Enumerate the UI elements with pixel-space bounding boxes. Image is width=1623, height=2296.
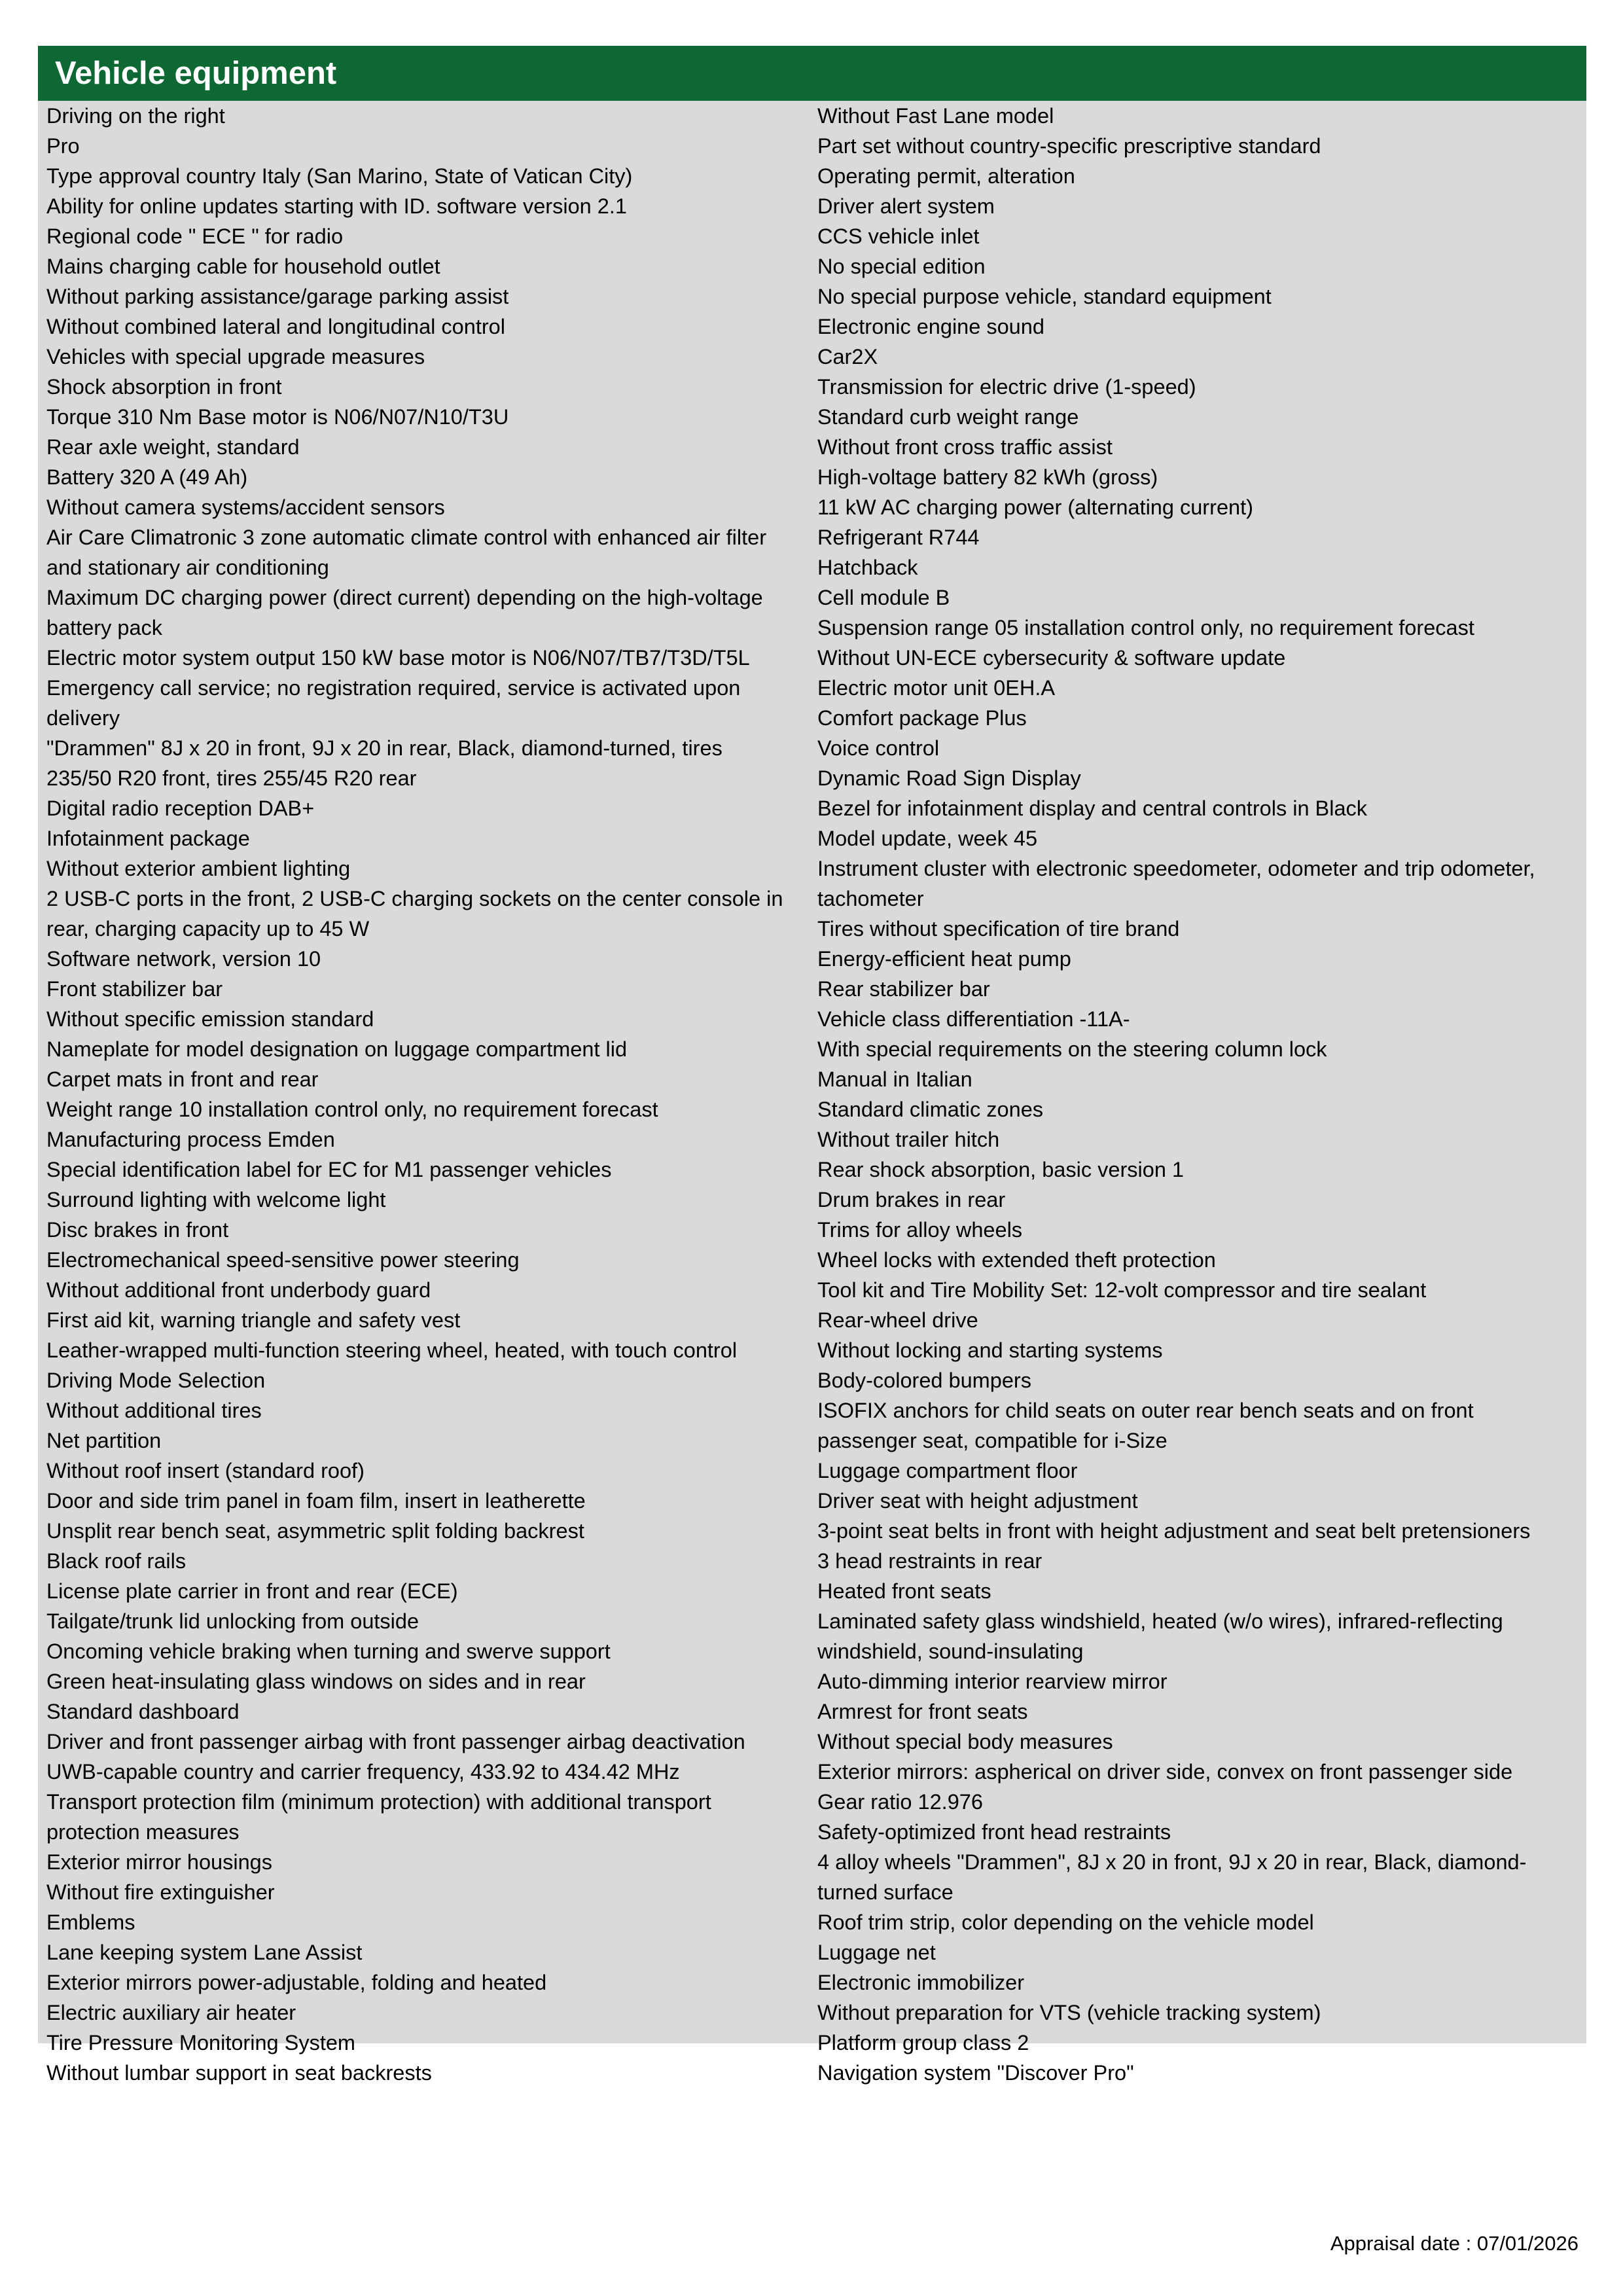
equipment-item: Without fire extinguisher — [46, 1880, 275, 1904]
equipment-item: License plate carrier in front and rear (ECE) — [46, 1579, 458, 1603]
equipment-item: Ability for online updates starting with ID. software version 2.1 — [46, 194, 627, 218]
equipment-item: "Drammen" 8J x 20 in front, 9J x 20 in rear, Black, diamond-turned, tires 235/50 R20 front, tires 255/45 R20 rear — [46, 736, 722, 790]
equipment-item: Electromechanical speed-sensitive power steering — [46, 1248, 520, 1272]
equipment-item: Type approval country Italy (San Marino, State of Vatican City) — [46, 164, 633, 188]
equipment-item: Voice control — [817, 736, 940, 760]
equipment-item: Exterior mirror housings — [46, 1850, 272, 1874]
equipment-item: Trims for alloy wheels — [817, 1218, 1023, 1242]
equipment-item: Manual in Italian — [817, 1067, 972, 1091]
equipment-item: Suspension range 05 installation control only, no requirement forecast — [817, 616, 1474, 639]
equipment-item: Green heat-insulating glass windows on sides and in rear — [46, 1670, 586, 1693]
equipment-item: Exterior mirrors power-adjustable, folding and heated — [46, 1971, 547, 1994]
equipment-item: Rear shock absorption, basic version 1 — [817, 1158, 1185, 1181]
equipment-item: First aid kit, warning triangle and safety vest — [46, 1308, 461, 1332]
equipment-item: Door and side trim panel in foam film, insert in leatherette — [46, 1489, 586, 1513]
equipment-item: Drum brakes in rear — [817, 1188, 1006, 1211]
equipment-item: Disc brakes in front — [46, 1218, 229, 1242]
equipment-item: Part set without country-specific prescriptive standard — [817, 134, 1321, 158]
equipment-item: 2 USB-C ports in the front, 2 USB-C charging sockets on the center console in rear, charging capacity up to 45 W — [46, 887, 783, 941]
equipment-item: Hatchback — [817, 556, 918, 579]
equipment-list — [38, 101, 1586, 2085]
equipment-item: Laminated safety glass windshield, heated (w/o wires), infrared-reflecting windshield, sound-insulating — [817, 1609, 1503, 1663]
equipment-item: Black roof rails — [46, 1549, 187, 1573]
equipment-column-left — [38, 101, 812, 2085]
equipment-item: 11 kW AC charging power (alternating current) — [817, 495, 1253, 519]
equipment-item: Dynamic Road Sign Display — [817, 766, 1081, 790]
equipment-item: Without preparation for VTS (vehicle tracking system) — [817, 2001, 1321, 2024]
equipment-item: Emblems — [46, 1910, 135, 1934]
equipment-item: Without parking assistance/garage parking assist — [46, 285, 509, 308]
equipment-item: Leather-wrapped multi-function steering wheel, heated, with touch control — [46, 1338, 738, 1362]
equipment-item: Tire Pressure Monitoring System — [46, 2031, 355, 2054]
equipment-item: Without additional tires — [46, 1399, 262, 1422]
equipment-item: Without UN-ECE cybersecurity & software update — [817, 646, 1286, 670]
equipment-item: Oncoming vehicle braking when turning and swerve support — [46, 1640, 611, 1663]
equipment-item: Body-colored bumpers — [817, 1369, 1031, 1392]
equipment-item: Mains charging cable for household outlet — [46, 255, 440, 278]
equipment-item: 3-point seat belts in front with height adjustment and seat belt pretensioners — [817, 1519, 1531, 1543]
equipment-item: Without additional front underbody guard — [46, 1278, 431, 1302]
equipment-item: Tool kit and Tire Mobility Set: 12-volt compressor and tire sealant — [817, 1278, 1427, 1302]
equipment-item: Electronic immobilizer — [817, 1971, 1025, 1994]
equipment-item: Rear stabilizer bar — [817, 977, 990, 1001]
equipment-item: Luggage net — [817, 1941, 936, 1964]
equipment-item: Auto-dimming interior rearview mirror — [817, 1670, 1168, 1693]
equipment-item: Electronic engine sound — [817, 315, 1044, 338]
equipment-item: Bezel for infotainment display and central controls in Black — [817, 797, 1368, 820]
equipment-item: Cell module B — [817, 586, 950, 609]
equipment-item: Manufacturing process Emden — [46, 1128, 335, 1151]
equipment-item: Without special body measures — [817, 1730, 1113, 1753]
equipment-item: Energy-efficient heat pump — [817, 947, 1071, 971]
equipment-item: Standard curb weight range — [817, 405, 1079, 429]
equipment-item: Electric motor system output 150 kW base motor is N06/N07/TB7/T3D/T5L — [46, 646, 750, 670]
equipment-item: Wheel locks with extended theft protection — [817, 1248, 1216, 1272]
equipment-item: No special edition — [817, 255, 986, 278]
equipment-item: Platform group class 2 — [817, 2031, 1029, 2054]
equipment-item: Regional code " ECE " for radio — [46, 224, 344, 248]
equipment-item: High-voltage battery 82 kWh (gross) — [817, 465, 1158, 489]
equipment-item: Without lumbar support in seat backrests — [46, 2061, 432, 2085]
equipment-item: Without trailer hitch — [817, 1128, 1000, 1151]
equipment-item: Weight range 10 installation control only, no requirement forecast — [46, 1098, 658, 1121]
equipment-item: Unsplit rear bench seat, asymmetric split folding backrest — [46, 1519, 584, 1543]
section-title: Vehicle equipment — [38, 46, 1586, 101]
appraisal-date: Appraisal date : 07/01/2026 — [1330, 2232, 1578, 2255]
equipment-item: Gear ratio 12.976 — [817, 1790, 983, 1814]
equipment-item: Armrest for front seats — [817, 1700, 1028, 1723]
equipment-item: Air Care Climatronic 3 zone automatic climate control with enhanced air filter and stationary air conditioning — [46, 526, 767, 579]
equipment-item: Shock absorption in front — [46, 375, 282, 399]
equipment-item: Roof trim strip, color depending on the vehicle model — [817, 1910, 1314, 1934]
equipment-item: Software network, version 10 — [46, 947, 321, 971]
equipment-item: Driving Mode Selection — [46, 1369, 266, 1392]
equipment-item: Tires without specification of tire brand — [817, 917, 1180, 941]
equipment-item: Lane keeping system Lane Assist — [46, 1941, 363, 1964]
equipment-item: Driver alert system — [817, 194, 995, 218]
equipment-item: Nameplate for model designation on luggage compartment lid — [46, 1037, 628, 1061]
equipment-column-right — [812, 101, 1586, 2085]
equipment-item: Battery 320 A (49 Ah) — [46, 465, 248, 489]
equipment-item: Electric auxiliary air heater — [46, 2001, 296, 2024]
equipment-item: Maximum DC charging power (direct current) depending on the high-voltage battery pack — [46, 586, 763, 639]
equipment-item: Electric motor unit 0EH.A — [817, 676, 1056, 700]
equipment-item: No special purpose vehicle, standard equipment — [817, 285, 1272, 308]
equipment-item: Torque 310 Nm Base motor is N06/N07/N10/T3U — [46, 405, 509, 429]
equipment-item: Without exterior ambient lighting — [46, 857, 351, 880]
equipment-item: Refrigerant R744 — [817, 526, 980, 549]
equipment-item: Standard climatic zones — [817, 1098, 1044, 1121]
equipment-item: Driver and front passenger airbag with front passenger airbag deactivation — [46, 1730, 745, 1753]
equipment-item: UWB-capable country and carrier frequency, 433.92 to 434.42 MHz — [46, 1760, 680, 1784]
equipment-item: Without roof insert (standard roof) — [46, 1459, 365, 1482]
equipment-item: Transmission for electric drive (1-speed) — [817, 375, 1196, 399]
equipment-item: Safety-optimized front head restraints — [817, 1820, 1171, 1844]
equipment-item: Emergency call service; no registration required, service is activated upon delivery — [46, 676, 741, 730]
equipment-item: Front stabilizer bar — [46, 977, 223, 1001]
equipment-item: Without Fast Lane model — [817, 104, 1054, 128]
equipment-item: Instrument cluster with electronic speedometer, odometer and trip odometer, tachometer — [817, 857, 1535, 910]
equipment-item: 3 head restraints in rear — [817, 1549, 1043, 1573]
equipment-item: CCS vehicle inlet — [817, 224, 980, 248]
equipment-item: Standard dashboard — [46, 1700, 240, 1723]
equipment-item: Transport protection film (minimum protection) with additional transport protection measures — [46, 1790, 711, 1844]
equipment-item: 4 alloy wheels "Drammen", 8J x 20 in front, 9J x 20 in rear, Black, diamond- turned surface — [817, 1850, 1527, 1904]
equipment-item: Net partition — [46, 1429, 162, 1452]
equipment-item: Tailgate/trunk lid unlocking from outside — [46, 1609, 419, 1633]
equipment-item: Driving on the right — [46, 104, 225, 128]
equipment-item: Vehicle class differentiation -11A- — [817, 1007, 1130, 1031]
equipment-item: Car2X — [817, 345, 878, 368]
equipment-item: Rear axle weight, standard — [46, 435, 300, 459]
equipment-item: Navigation system "Discover Pro" — [817, 2061, 1134, 2085]
equipment-item: With special requirements on the steering column lock — [817, 1037, 1327, 1061]
equipment-item: Operating permit, alteration — [817, 164, 1075, 188]
equipment-item: Infotainment package — [46, 827, 250, 850]
equipment-item: Heated front seats — [817, 1579, 991, 1603]
vehicle-equipment-section — [38, 46, 1586, 2085]
equipment-item: ISOFIX anchors for child seats on outer rear bench seats and on front passenger seat, compatible for i-Size — [817, 1399, 1474, 1452]
equipment-item: Driver seat with height adjustment — [817, 1489, 1138, 1513]
equipment-item: Without locking and starting systems — [817, 1338, 1163, 1362]
equipment-item: Vehicles with special upgrade measures — [46, 345, 425, 368]
equipment-item: Special identification label for EC for M1 passenger vehicles — [46, 1158, 612, 1181]
equipment-item: Pro — [46, 134, 80, 158]
equipment-item: Carpet mats in front and rear — [46, 1067, 319, 1091]
equipment-item: Luggage compartment floor — [817, 1459, 1078, 1482]
equipment-item: Without specific emission standard — [46, 1007, 374, 1031]
equipment-item: Without front cross traffic assist — [817, 435, 1113, 459]
equipment-item: Without camera systems/accident sensors — [46, 495, 445, 519]
equipment-item: Rear-wheel drive — [817, 1308, 978, 1332]
equipment-item: Surround lighting with welcome light — [46, 1188, 386, 1211]
equipment-item: Without combined lateral and longitudinal control — [46, 315, 505, 338]
equipment-item: Exterior mirrors: aspherical on driver side, convex on front passenger side — [817, 1760, 1513, 1784]
equipment-item: Comfort package Plus — [817, 706, 1027, 730]
equipment-item: Digital radio reception DAB+ — [46, 797, 315, 820]
equipment-item: Model update, week 45 — [817, 827, 1038, 850]
